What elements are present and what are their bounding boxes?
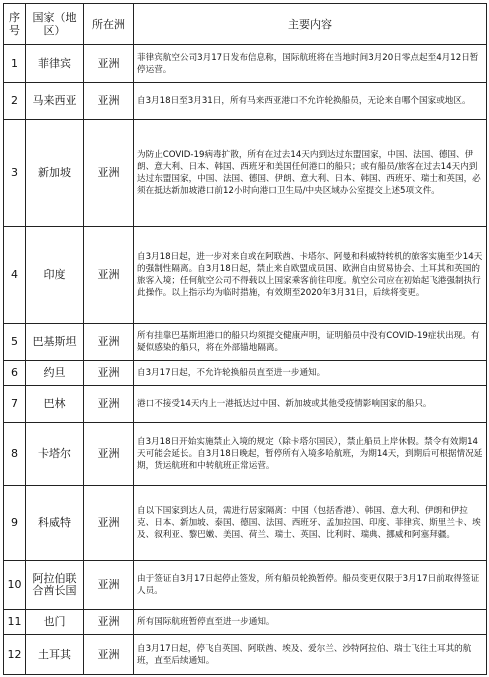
row-index: 11: [4, 610, 26, 635]
row-country: 印度: [26, 227, 84, 324]
row-region: 亚洲: [84, 423, 134, 486]
table-row: [4, 423, 487, 486]
table-row: [4, 386, 487, 423]
row-region: 亚洲: [84, 45, 134, 83]
row-region: 亚洲: [84, 83, 134, 120]
row-country: 新加坡: [26, 120, 84, 227]
row-content: 自3月18日开始实施禁止入境的规定（除卡塔尔国民），禁止船员上岸休假。禁令有效期14天可能会延长。自3月18日晚起，暂停所有入境多哈航班，为期14天，到期后可根据情况延期，货运航班和中转航班正常运营。: [134, 423, 487, 486]
row-content: 自以下国家到达人员，需进行居家隔离：中国（包括香港）、韩国、意大利、伊朗和伊拉克、日本、新加坡、泰国、德国、法国、西班牙、孟加拉国、印度、菲律宾、斯里兰卡、埃及、叙利亚、黎巴嫩、美国、荷兰、瑞士、英国、比利时、瑞典、挪威和阿塞拜疆。: [134, 486, 487, 561]
row-content: 所有国际航班暂停直至进一步通知。: [134, 610, 487, 635]
row-content: 由于签证自3月17日起停止签发，所有船员轮换暂停。船员变更仅限于3月17日前取得签证人员。: [134, 561, 487, 610]
table-row: [4, 361, 487, 386]
row-index: 4: [4, 227, 26, 324]
row-country: 科威特: [26, 486, 84, 561]
row-index: 12: [4, 635, 26, 675]
header-content: 主要内容: [134, 4, 487, 45]
row-country: 卡塔尔: [26, 423, 84, 486]
row-index: 9: [4, 486, 26, 561]
table-row: [4, 635, 487, 675]
row-index: 3: [4, 120, 26, 227]
row-index: 7: [4, 386, 26, 423]
row-index: 1: [4, 45, 26, 83]
row-country: 巴基斯坦: [26, 324, 84, 361]
row-country: 也门: [26, 610, 84, 635]
row-content: 港口不接受14天内上一港抵达过中国、新加坡或其他受疫情影响国家的船只。: [134, 386, 487, 423]
table-row: [4, 83, 487, 120]
row-content: 为防止COVID-19病毒扩散，所有在过去14天内到达过东盟国家，中国、法国、德国、伊朗、意大利、日本、韩国、西班牙和美国任何港口的船只；或有船员/旅客在过去14天内到达过东盟国家，中国、法国、德国、伊朗、意大利、日本、韩国、西班牙、瑞士和英国，必须在抵达新加坡港口前12小时向港口卫生局/中央区域办公室提交上述5项文件。: [134, 120, 487, 227]
row-index: 10: [4, 561, 26, 610]
table-row: [4, 227, 487, 324]
table-row: [4, 486, 487, 561]
measures-table: [3, 3, 487, 675]
row-content: 自3月17日起，不允许轮换船员直至进一步通知。: [134, 361, 487, 386]
row-region: 亚洲: [84, 227, 134, 324]
header-country: 国家（地区）: [26, 4, 84, 45]
table-header-row: [4, 4, 487, 45]
row-region: 亚洲: [84, 610, 134, 635]
row-index: 2: [4, 83, 26, 120]
row-country: 土耳其: [26, 635, 84, 675]
table-row: [4, 324, 487, 361]
row-content: 所有挂靠巴基斯坦港口的船只均须提交健康声明，证明船员中没有COVID-19症状出现。有疑似感染的船只，将在外部锚地隔离。: [134, 324, 487, 361]
table-row: [4, 45, 487, 83]
row-region: 亚洲: [84, 361, 134, 386]
row-content: 自3月18日起，进一步对来自或在阿联酋、卡塔尔、阿曼和科威特转机的旅客实施至少14天的强制性隔离。自3月18日起，禁止来自欧盟成员国、欧洲自由贸易协会、土耳其和英国的旅客入境；任何航空公司不得载以上国家乘客前往印度。航空公司应在初始起飞港强制执行此操作。以上指示均为临时措施，有效期至2020年3月31日，后续将变更。: [134, 227, 487, 324]
row-content: 自3月17日起，停飞自英国、阿联酋、埃及、爱尔兰、沙特阿拉伯、瑞士飞往土耳其的航班，直至后续通知。: [134, 635, 487, 675]
row-region: 亚洲: [84, 386, 134, 423]
header-index: 序号: [4, 4, 26, 45]
row-content: 自3月18日至3月31日，所有马来西亚港口不允许轮换船员，无论来自哪个国家或地区。: [134, 83, 487, 120]
row-country: 阿拉伯联合酋长国: [26, 561, 84, 610]
row-content: 菲律宾航空公司3月17日发布信息称，国际航班将在当地时间3月20日零点起至4月12日暂停运营。: [134, 45, 487, 83]
row-region: 亚洲: [84, 120, 134, 227]
row-country: 约旦: [26, 361, 84, 386]
row-index: 8: [4, 423, 26, 486]
header-region: 所在洲: [84, 4, 134, 45]
row-country: 菲律宾: [26, 45, 84, 83]
row-region: 亚洲: [84, 635, 134, 675]
table-row: [4, 561, 487, 610]
table-row: [4, 610, 487, 635]
table-row: [4, 120, 487, 227]
row-country: 马来西亚: [26, 83, 84, 120]
row-region: 亚洲: [84, 561, 134, 610]
row-index: 6: [4, 361, 26, 386]
row-index: 5: [4, 324, 26, 361]
row-region: 亚洲: [84, 486, 134, 561]
row-country: 巴林: [26, 386, 84, 423]
row-region: 亚洲: [84, 324, 134, 361]
